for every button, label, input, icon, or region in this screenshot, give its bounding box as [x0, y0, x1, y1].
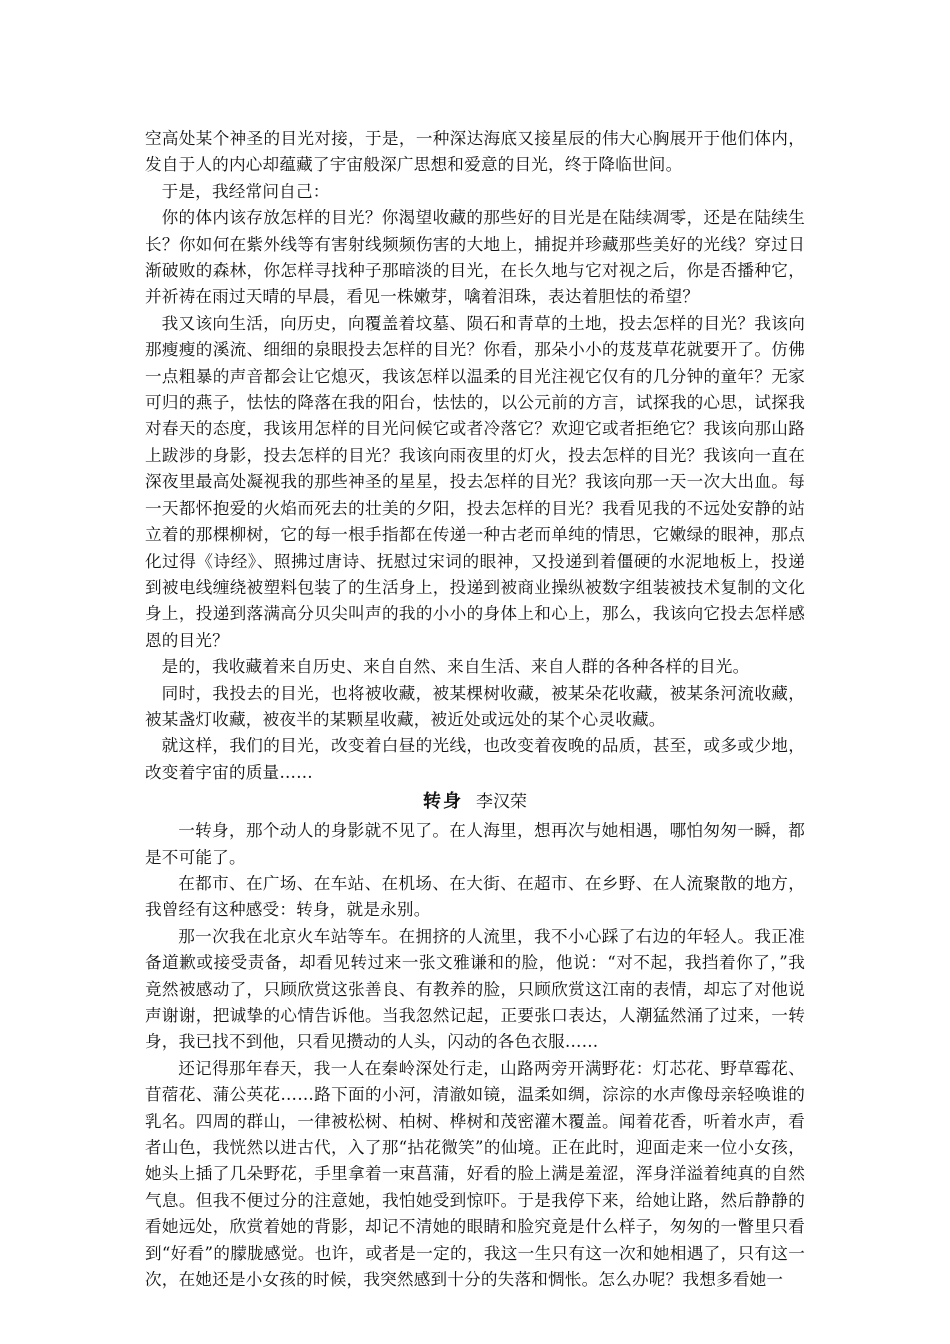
article2-heading [145, 788, 805, 816]
article1-paragraph-1: 空高处某个神圣的目光对接，于是，一种深达海底又接星辰的伟大心胸展开于他们体内，发自于人的内心却蕴藏了宇宙般深广思想和爱意的目光，终于降临世间。 [145, 129, 805, 175]
article1-paragraph-3: 你的体内该存放怎样的目光？你渴望收藏的那些好的目光是在陆续凋零，还是在陆续生长？你如何在紫外线等有害射线频频伤害的大地上，捕捉并珍藏那些美好的光线？穿过日渐破败的森林，你怎样寻找种子那暗淡的目光，在长久地与它对视之后，你是否播种它，并祈祷在雨过天晴的早晨，看见一株嫩芽，噙着泪珠，表达着胆怯的希望？ [145, 208, 805, 307]
article1-paragraph-4: 我又该向生活，向历史，向覆盖着坟墓、陨石和青草的土地，投去怎样的目光？我该向那瘦瘦的溪流、细细的泉眼投去怎样的目光？你看，那朵小小的芨芨草花就要开了。仿佛一点粗暴的声音都会让它熄灭，我该怎样以温柔的目光注视它仅有的几分钟的童年？无家可归的燕子，怯怯的降落在我的阳台，怯怯的，以公元前的方言，试探我的心思，试探我对春天的态度，我该用怎样的目光问候它或者冷落它？欢迎它或者拒绝它？我该向那山路上跋涉的身影，投去怎样的目光？我该向雨夜里的灯火，投去怎样的目光？我该向一直在深夜里最高处凝视我的那些神圣的星星，投去怎样的目光？我该向那一天一次大出血。每一天都怀抱爱的火焰而死去的壮美的夕阳，投去怎样的目光？我看见我的不远处安静的站立着的那棵柳树，它的每一根手指都在传递一种古老而单纯的情思，它嫩绿的眼神，那点化过得《诗经》、照拂过唐诗、抚慰过宋词的眼神，又投递到着僵硬的水泥地板上，投递到被电线缠绕被塑料包装了的生活身上，投递到被商业操纵被数字组装被技术复制的文化身上，投递到落满高分贝尖叫声的我的小小的身体上和心上，那么，我该向它投去怎样感恩的目光？ [145, 313, 805, 650]
article1-paragraph-5: 是的，我收藏着来自历史、来自自然、来自生活、来自人群的各种各样的目光。 [161, 657, 750, 677]
article1-paragraph-2: 于是，我经常问自己： [161, 181, 330, 201]
document-page [145, 126, 805, 1293]
article2-paragraph-2: 在都市、在广场、在车站、在机场、在大街、在超市、在乡野、在人流聚散的地方，我曾经有这种感受：转身，就是永别。 [145, 873, 805, 920]
article2-paragraph-1: 一转身，那个动人的身影就不见了。在人海里，想再次与她相遇，哪怕匆匆一瞬，都是不可能了。 [145, 821, 805, 867]
article2-paragraph-3: 那一次我在北京火车站等车。在拥挤的人流里，我不小心踩了右边的年轻人。我正准备道歉或接受责备，却看见转过来一张文雅谦和的脸，他说：“对不起，我挡着你了，”我竟然被感动了，只顾欣赏这张善良、有教养的脸，只顾欣赏这江南的表情，却忘了对他说声谢谢，把诚挚的心情告诉他。当我忽然记起，正要张口表达，人潮猛然涌了过来，一转身，我已找不到他，只看见攒动的人头，闪动的各色衣服…… [145, 926, 805, 1052]
article1-paragraph-7: 就这样，我们的目光，改变着白昼的光线，也改变着夜晚的品质，甚至，或多或少地，改变着宇宙的质量…… [145, 736, 805, 782]
article2-paragraph-4: 还记得那年春天，我一人在秦岭深处行走，山路两旁开满野花：灯芯花、野草霉花、苜蓿花、蒲公英花……路下面的小河，清澈如镜，温柔如绸，淙淙的水声像母亲轻唤谁的乳名。四周的群山，一律被松树、柏树、桦树和茂密灌木覆盖。闻着花香，听着水声，看者山色，我恍然以进古代，入了那“拈花微笑”的仙境。正在此时，迎面走来一位小女孩，她头上插了几朵野花，手里拿着一束菖蒲，好看的脸上满是羞涩，浑身洋溢着纯真的自然气息。但我不便过分的注意她，我怕她受到惊吓。于是我停下来，给她让路，然后静静的看她远处，欣赏着她的背影，却记不清她的眼睛和脸究竟是什么样子，匆匆的一瞥里只看到“好看”的朦胧感觉。也许，或者是一定的，我这一生只有这一次和她相遇了，只有这一次，在她还是小女孩的时候，我突然感到十分的失落和惆怅。怎么办呢？我想多看她一 [145, 1058, 805, 1290]
article2-author: 李汉荣 [476, 792, 528, 813]
article2-title: 转身 [422, 791, 463, 813]
article1-paragraph-6: 同时，我投去的目光，也将被收藏，被某棵树收藏，被某朵花收藏，被某条河流收藏，被某盏灯收藏，被夜半的某颗星收藏，被近处或远处的某个心灵收藏。 [145, 683, 805, 729]
